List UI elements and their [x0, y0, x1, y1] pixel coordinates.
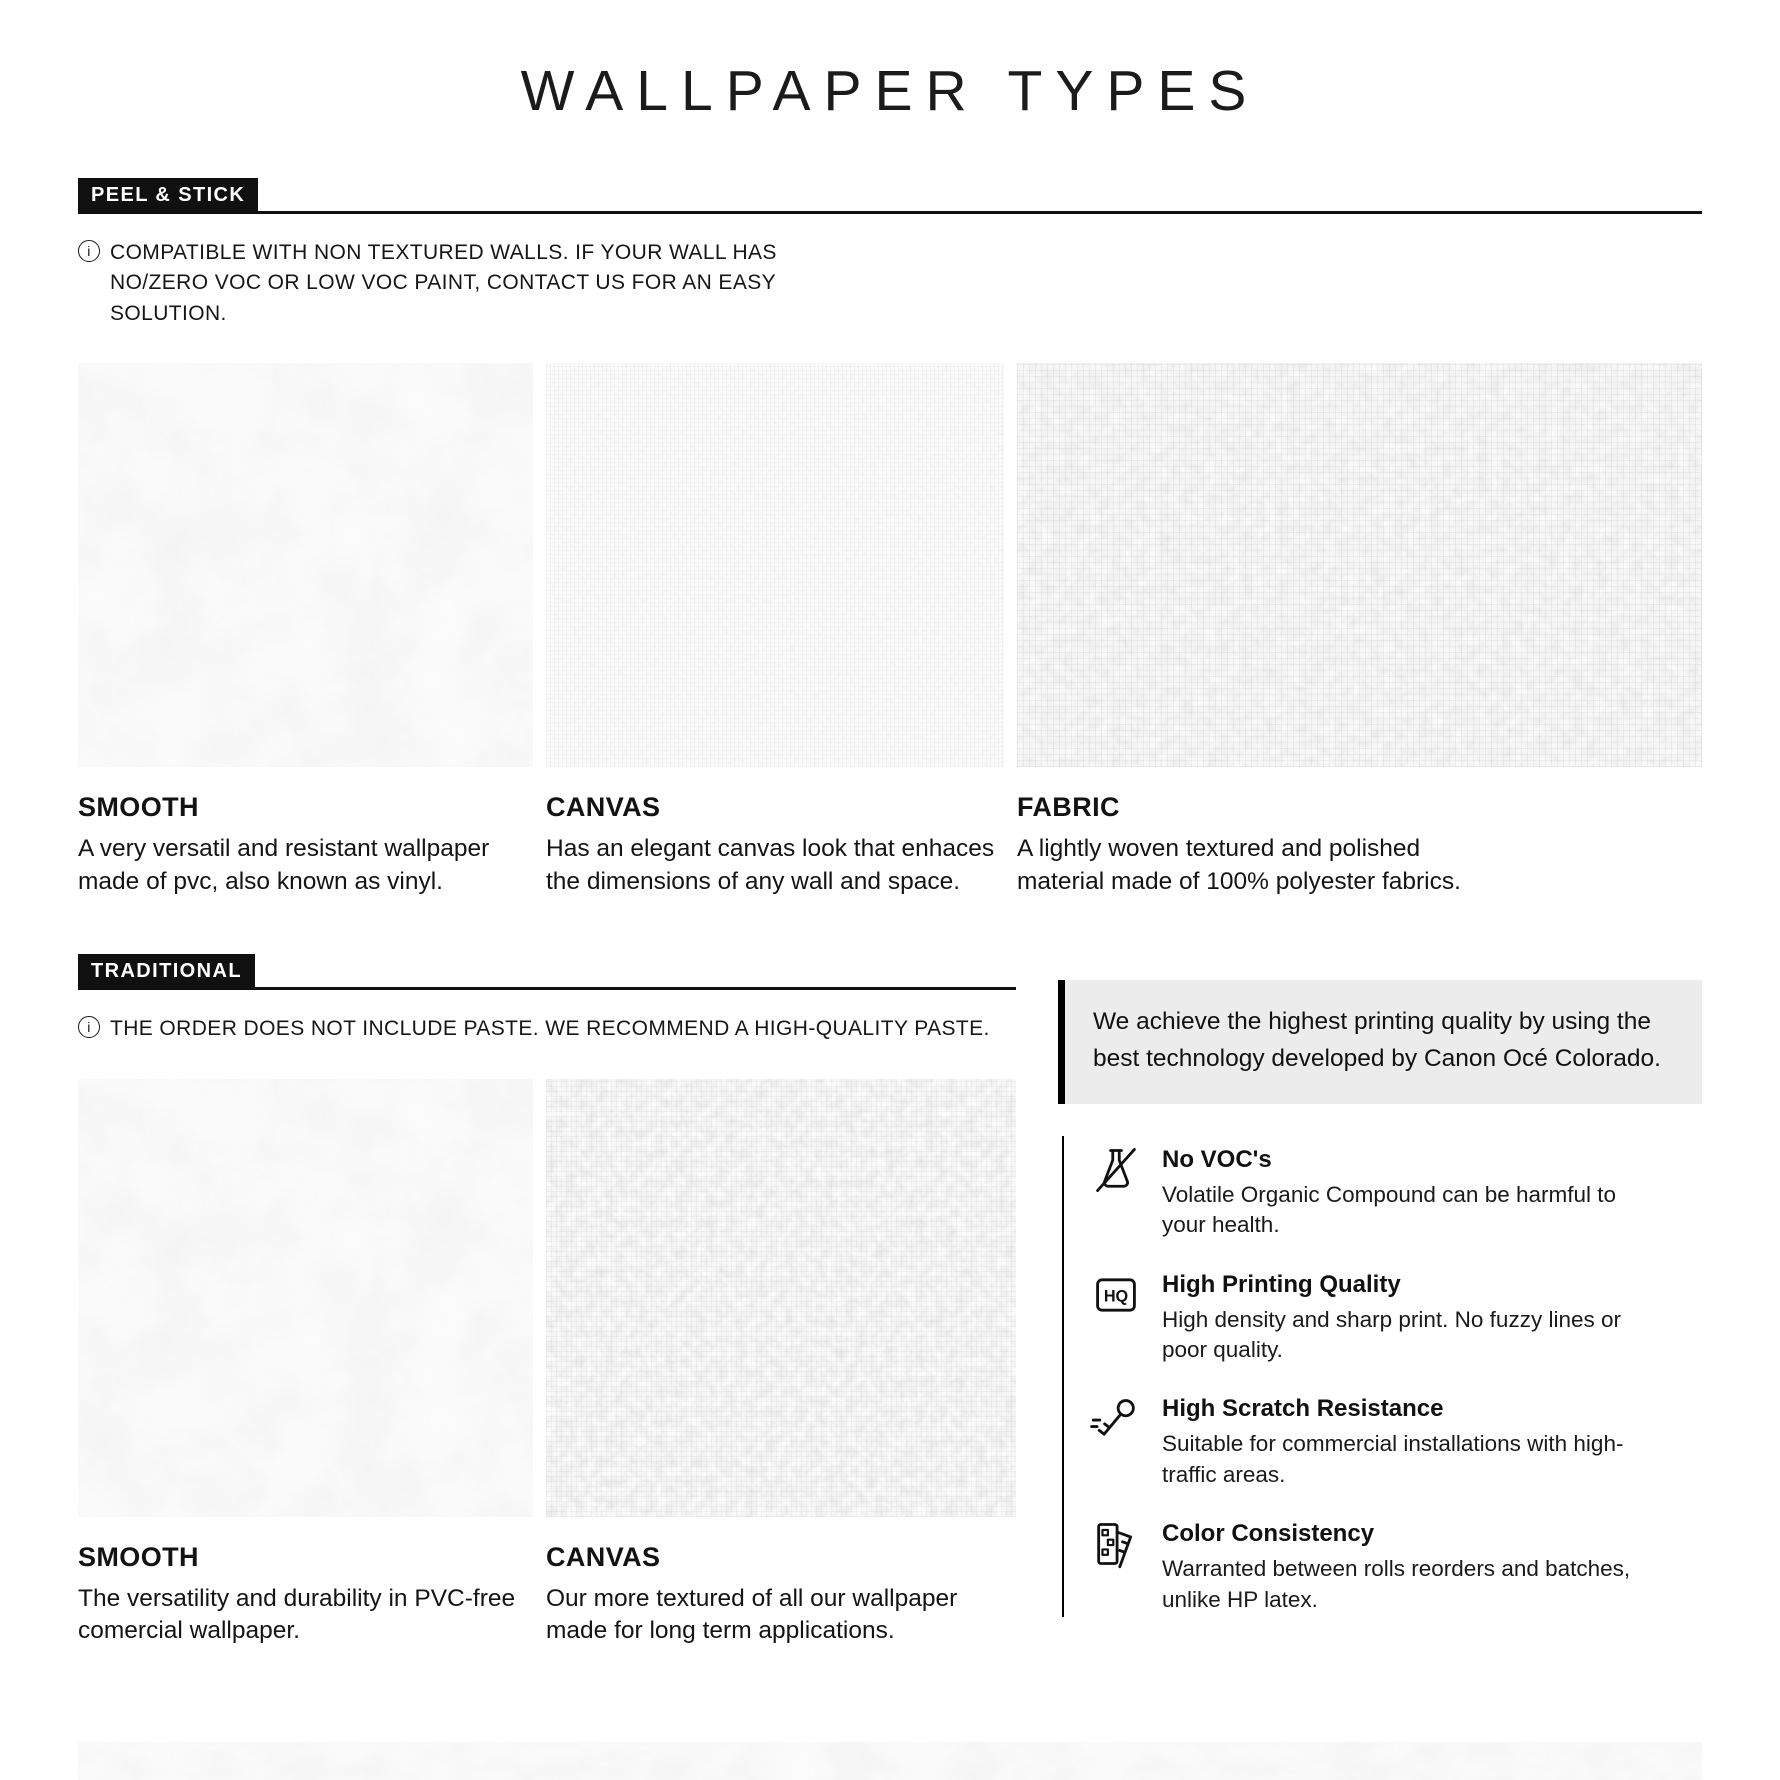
feature-high-printing-quality: [1090, 1269, 1702, 1366]
swatch-title: CANVAS: [546, 792, 661, 823]
swatch-description: A very versatil and resistant wallpaper made of pvc, also known as vinyl.: [78, 835, 490, 895]
peel-stick-note: [78, 238, 1702, 329]
swatch-description: Has an elegant canvas look that enhaces the dimensions of any wall and space.: [546, 835, 995, 895]
swatch-title: SMOOTH: [78, 792, 199, 823]
peel-stick-label: PEEL & STICK: [78, 178, 258, 214]
swatch-card-trad-smooth: [78, 1079, 533, 1648]
fabric-texture-image: [1017, 363, 1702, 767]
swatch-card-peel-fabric: [1017, 363, 1702, 898]
canvas-texture-image: [546, 1079, 1016, 1517]
color-swatchbook-icon: [1090, 1518, 1142, 1570]
peel-stick-header: [78, 178, 1702, 214]
info-icon: i: [78, 240, 100, 262]
header-rule: [255, 987, 1016, 990]
feature-title: Color Consistency: [1162, 1520, 1375, 1548]
swatch-title: FABRIC: [1017, 792, 1120, 823]
quality-column: [1058, 954, 1702, 1617]
canvas-texture-image: [546, 363, 1004, 767]
scratch-resistance-icon: [1090, 1393, 1142, 1445]
no-voc-icon: [1090, 1144, 1142, 1196]
feature-title: No VOC's: [1162, 1145, 1272, 1173]
traditional-header: [78, 954, 1016, 990]
feature-description: High density and sharp print. No fuzzy lines or poor quality.: [1162, 1306, 1621, 1363]
swatch-description: Our more textured of all our wallpaper made for long term applications.: [546, 1584, 958, 1645]
feature-color-consistency: [1090, 1518, 1702, 1615]
peel-stick-section: [78, 124, 1702, 898]
feature-no-voc: [1090, 1144, 1702, 1241]
info-icon: i: [78, 1016, 100, 1038]
peel-stick-swatch-grid: [78, 363, 1702, 898]
feature-title: High Printing Quality: [1162, 1270, 1401, 1298]
swatch-description: A lightly woven textured and polished material made of 100% polyester fabrics.: [1017, 835, 1461, 895]
hq-icon-label: HQ: [1103, 1287, 1129, 1306]
swatch-card-peel-smooth: [78, 363, 533, 898]
swatch-card-peel-canvas: [546, 363, 1004, 898]
hq-icon: [1090, 1269, 1142, 1321]
traditional-swatch-grid: [78, 1079, 1016, 1648]
lower-area: [78, 954, 1702, 1648]
header-rule: [258, 211, 1702, 214]
feature-title: High Scratch Resistance: [1162, 1395, 1444, 1423]
traditional-section: [78, 954, 1016, 1648]
feature-description: Warranted between rolls reorders and batches, unlike HP latex.: [1162, 1556, 1631, 1612]
note-text: THE ORDER DOES NOT INCLUDE PASTE. WE RECOMMEND A HIGH-QUALITY PASTE.: [110, 1017, 990, 1041]
smooth-texture-image: [78, 363, 533, 767]
swatch-description: The versatility and durability in PVC-free comercial wallpaper.: [78, 1584, 516, 1645]
feature-description: Suitable for commercial installations with high-traffic areas.: [1162, 1431, 1624, 1487]
feature-description: Volatile Organic Compound can be harmful to your health.: [1162, 1181, 1617, 1238]
traditional-note: [78, 1014, 1016, 1044]
feature-high-scratch-resistance: [1090, 1393, 1702, 1490]
features-list: [1062, 1136, 1702, 1617]
printing-quality-note: We achieve the highest printing quality by using the best technology developed by Canon Océ Colorado.: [1058, 980, 1702, 1104]
swatch-card-trad-canvas: [546, 1079, 1016, 1648]
page-title: WALLPAPER TYPES: [520, 59, 1260, 123]
swatch-title: CANVAS: [546, 1541, 661, 1572]
note-text: COMPATIBLE WITH NON TEXTURED WALLS. IF YOUR WALL HAS NO/ZERO VOC OR LOW VOC PAINT, CONTACT US FOR AN EASY SOLUTION.: [110, 241, 777, 325]
smooth-texture-image: [78, 1079, 533, 1517]
bottom-texture-strip: [78, 1742, 1702, 1780]
swatch-title: SMOOTH: [78, 1541, 199, 1572]
traditional-label: TRADITIONAL: [78, 954, 255, 990]
